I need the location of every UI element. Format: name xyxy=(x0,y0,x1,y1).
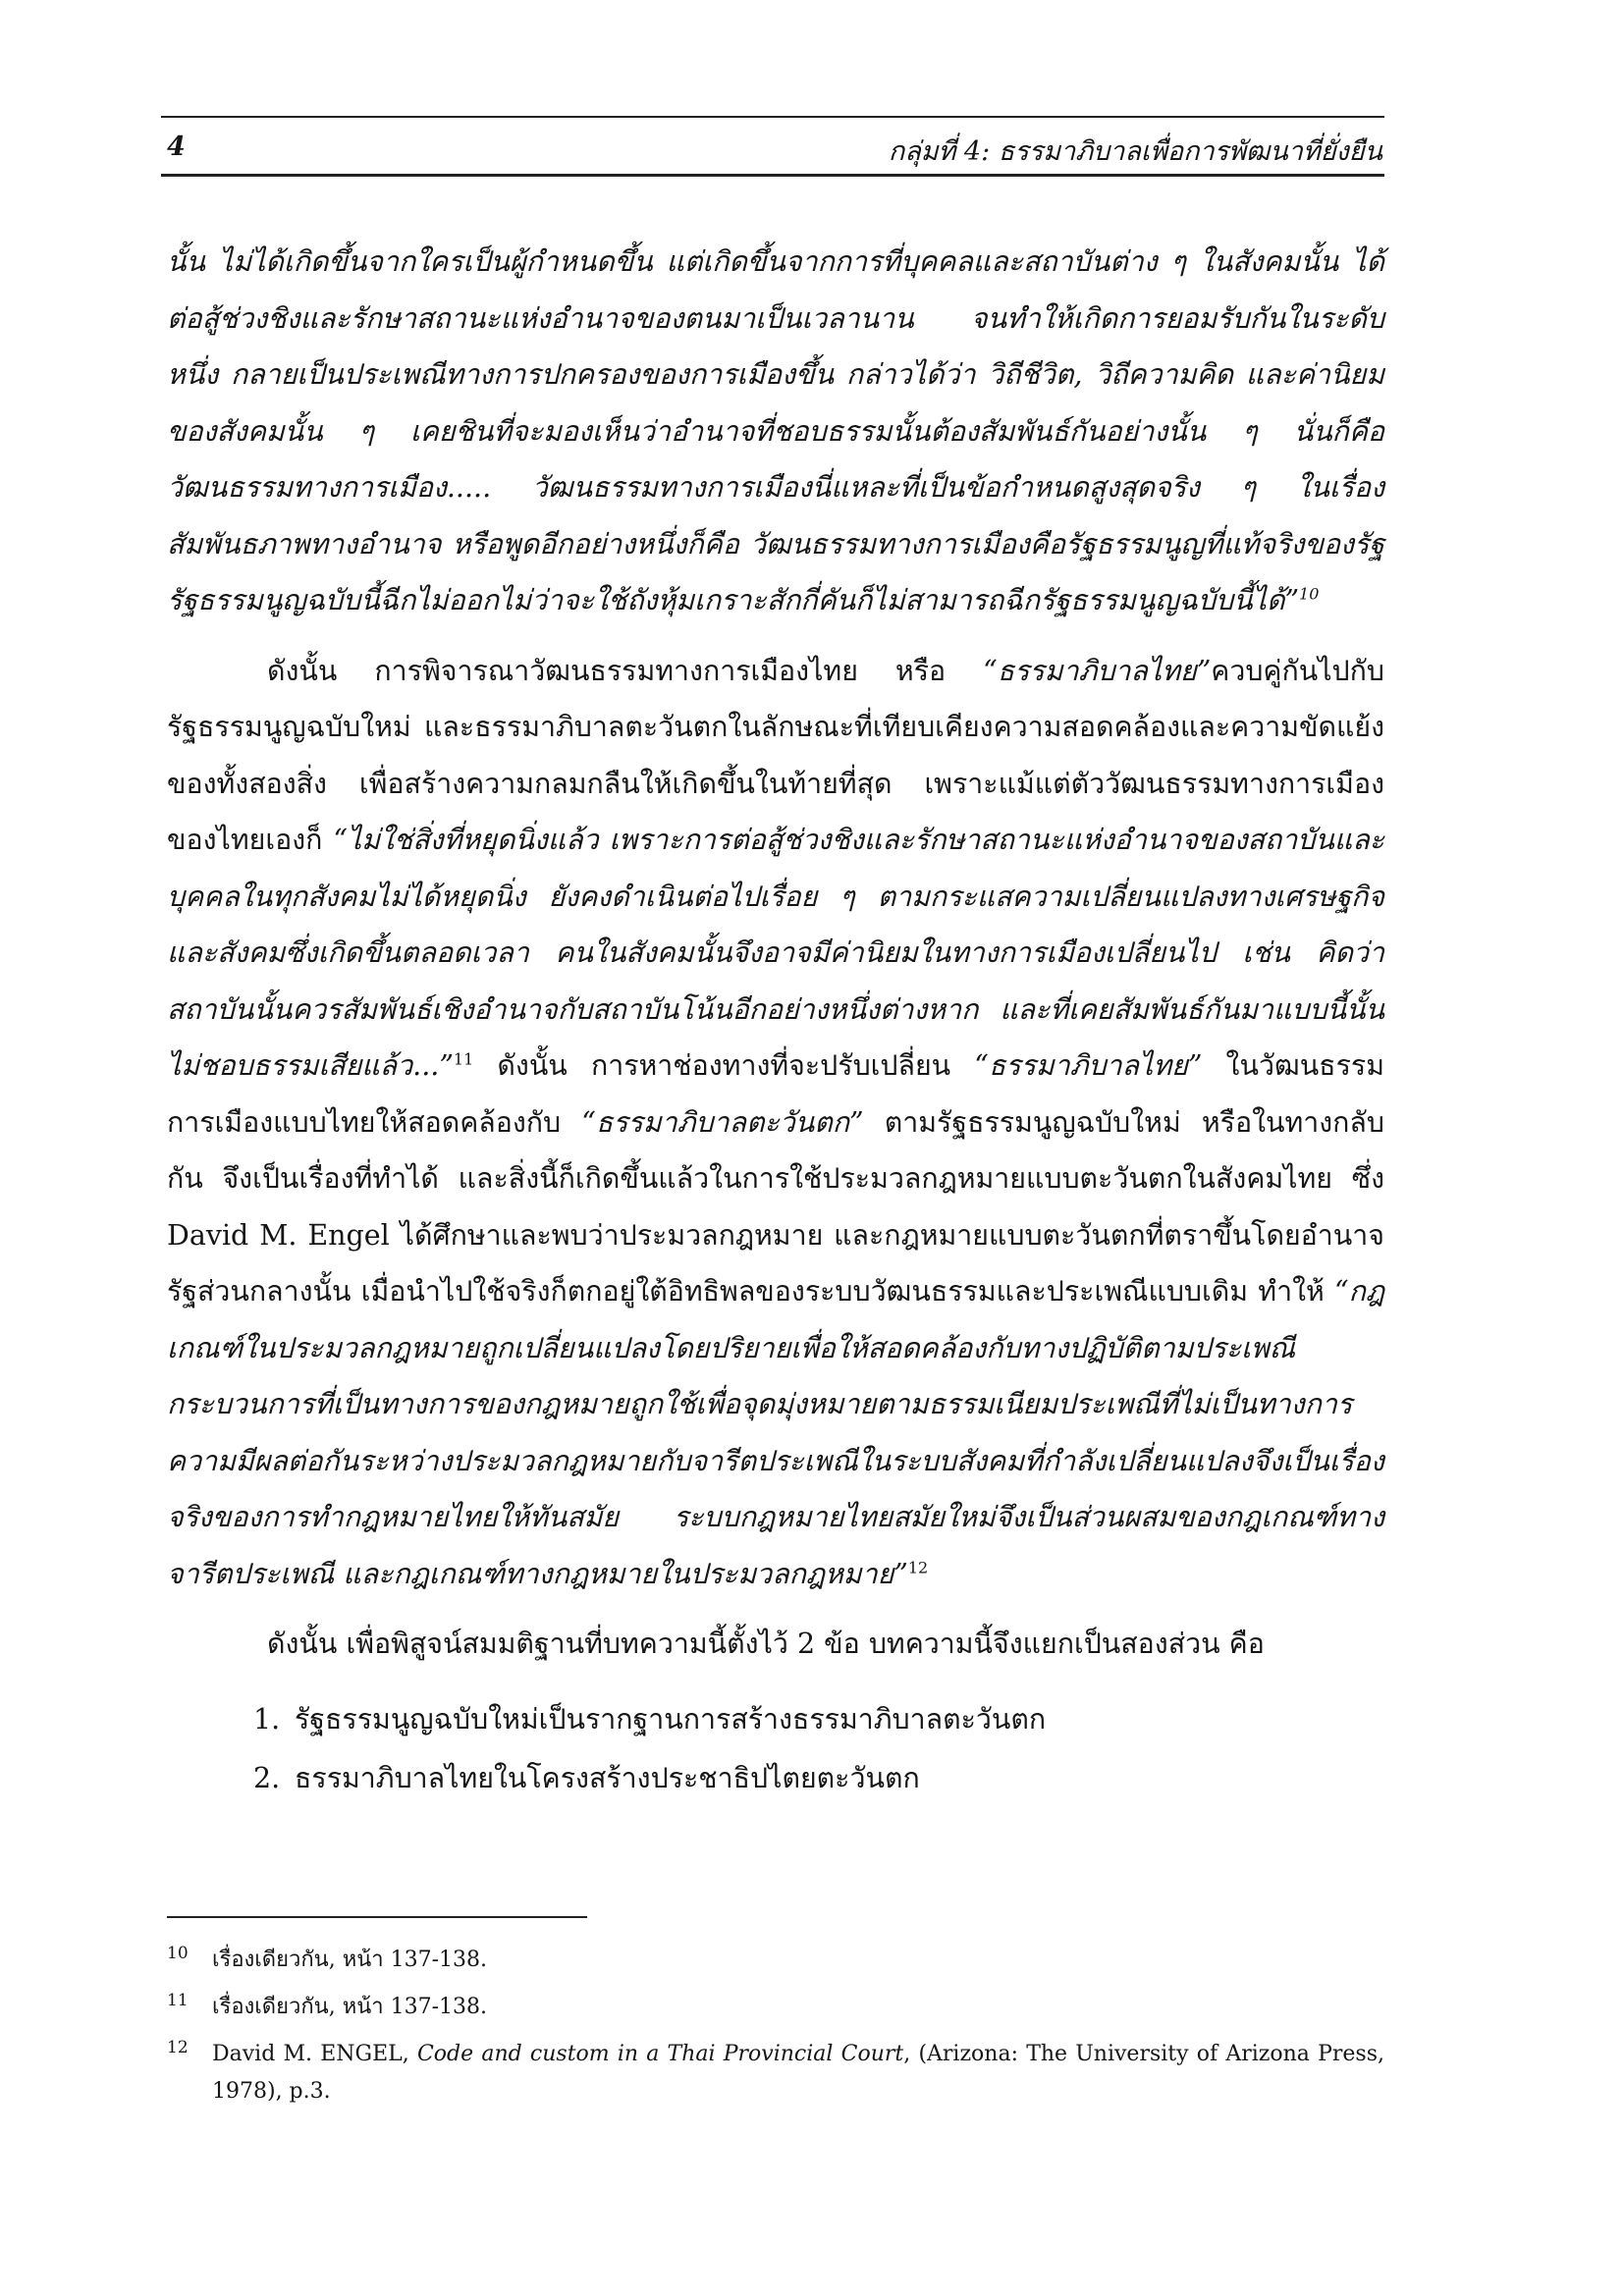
list-item xyxy=(253,1690,1384,1749)
list-text: รัฐธรรมนูญฉบับใหม่เป็นรากฐานการสร้างธรรมาภิบาลตะวันตก xyxy=(295,1702,1047,1735)
text-run: ดังนั้น การพิจารณาวัฒนธรรมทางการเมืองไทย หรือ xyxy=(267,654,984,687)
footnote-11 xyxy=(167,1989,1384,2026)
citation-title: Code and custom in a Thai Provincial Court xyxy=(416,2042,904,2066)
quote-run: “ธรรมาภิบาลตะวันตก” xyxy=(581,1105,864,1139)
citation-publisher: , (Arizona: The University of Arizona Press, 1978), p.3. xyxy=(212,2042,1385,2104)
body-text xyxy=(167,234,1384,1808)
list-text: ธรรมาภิบาลไทยในโครงสร้างประชาธิปไตยตะวันตก xyxy=(295,1761,920,1794)
footnote-mark: 10 xyxy=(167,1944,189,1963)
footnote-text: เรื่องเดียวกัน, หน้า 137-138. xyxy=(212,1995,487,2019)
text-run: ดังนั้น การหาช่องทางที่จะปรับเปลี่ยน xyxy=(473,1049,975,1082)
quote-run: “ธรรมาภิบาลไทย” xyxy=(974,1049,1203,1082)
footnote-text xyxy=(212,2036,1384,2110)
quote-run: “กฎเกณฑ์ในประมวลกฎหมายถูกเปลี่ยนแปลงโดยปริยายเพื่อให้สอดคล้องกับทางปฏิบัติตามประเพณี กระบวนการที่เป็นทางการของกฎหมายถูกใช้เพื่อจุดมุ่งหมายตามธรรมเนียมประเพณีที่ไม่เป็นทางการ ความมีผลต่อกันระหว่างประมวลกฎหมายกับจารีตประเพณีในระบบสังคมที่กำลังเปลี่ยนแปลงจึงเป็นเรื่องจริงของการทำกฎหมายไทยให้ทันสมัย ระบบกฎหมายไทยสมัยใหม่จึงเป็นส่วนผสมของกฎเกณฑ์ทางจารีตประเพณี และกฎเกณฑ์ทางกฎหมายในประมวลกฎหมาย” xyxy=(167,1275,1384,1590)
footnote-10 xyxy=(167,1942,1384,1979)
running-head: กลุ่มที่ 4: ธรรมาภิบาลเพื่อการพัฒนาที่ยั่งยืน xyxy=(888,136,1382,167)
footnote-12 xyxy=(167,2036,1384,2110)
citation-author: David M. ENGEL, xyxy=(212,2042,417,2066)
text-run: ควบคู่กันไปกับรัฐธรรมนูญฉบับใหม่ และธรรมาภิบาลตะวันตกในลักษณะที่เทียบเคียงความสอดคล้องและความขัดแย้งของทั้งสองสิ่ง เพื่อสร้างความกลมกลืนให้เกิดขึ้นในท้ายที่สุด เพราะแม้แต่ตัววัฒนธรรมทางการเมืองของไทยเองก็ xyxy=(167,654,1384,856)
section-list xyxy=(167,1690,1384,1808)
quote-run: “ไม่ใช่สิ่งที่หยุดนิ่งแล้ว เพราะการต่อสู้ช่วงชิงและรักษาสถานะแห่งอำนาจของสถาบันและบุคคลในทุกสังคมไม่ได้หยุดนิ่ง ยังคงดำเนินต่อไปเรื่อย ๆ ตามกระแสความเปลี่ยนแปลงทางเศรษฐกิจและสังคมซึ่งเกิดขึ้นตลอดเวลา คนในสังคมนั้นจึงอาจมีค่านิยมในทางการเมืองเปลี่ยนไป เช่น คิดว่าสถาบันนั้นควรสัมพันธ์เชิงอำนาจกับสถาบันโน้นอีกอย่างหนึ่งต่างหาก และที่เคยสัมพันธ์กันมาแบบนี้นั้นไม่ชอบธรรมเสียแล้ว...” xyxy=(167,824,1384,1082)
footnote-rule xyxy=(167,1916,587,1918)
list-number: 1. xyxy=(253,1702,281,1735)
footnotes xyxy=(167,1942,1384,2120)
footnote-text: เรื่องเดียวกัน, หน้า 137-138. xyxy=(212,1948,487,1972)
list-number: 2. xyxy=(253,1761,281,1794)
text-run: ในวัฒนธรรมการเมืองแบบไทยให้สอดคล้องกับ xyxy=(167,1049,1384,1139)
quote-text: นั้น ไม่ได้เกิดขึ้นจากใครเป็นผู้กำหนดขึ้น แต่เกิดขึ้นจากการที่บุคคลและสถาบันต่าง ๆ ในสังคมนั้น ได้ต่อสู้ช่วงชิงและรักษาสถานะแห่งอำนาจของตนมาเป็นเวลานาน จนทำให้เกิดการยอมรับกันในระดับหนึ่ง กลายเป็นประเพณีทางการปกครองของการเมืองขึ้น กล่าวได้ว่า วิถีชีวิต, วิถีความคิด และค่านิยมของสังคมนั้น ๆ เคยชินที่จะมองเห็นว่าอำนาจที่ชอบธรรมนั้นต้องสัมพันธ์กันอย่างนั้น ๆ นั่นก็คือ วัฒนธรรมทางการเมือง..... วัฒนธรรมทางการเมืองนี่แหละที่เป็นข้อกำหนดสูงสุดจริง ๆ ในเรื่องสัมพันธภาพทางอำนาจ หรือพูดอีกอย่างหนึ่งก็คือ วัฒนธรรมทางการเมืองคือรัฐธรรมนูญที่แท้จริงของรัฐ รัฐธรรมนูญฉบับนี้ฉีกไม่ออกไม่ว่าจะใช้ถังหุ้มเกราะสักกี่คันก็ไม่สามารถฉีกรัฐธรรมนูญฉบับนี้ได้” xyxy=(167,245,1384,616)
text-run: ตามรัฐธรรมนูญฉบับใหม่ หรือในทางกลับกัน จึงเป็นเรื่องที่ทำได้ และสิ่งนี้ก็เกิดขึ้นแล้วในการใช้ประมวลกฎหมายแบบตะวันตกในสังคมไทย ซึ่ง David M. Engel ได้ศึกษาและพบว่าประมวลกฎหมาย และกฎหมายแบบตะวันตกที่ตราขึ้นโดยอำนาจรัฐส่วนกลางนั้น เมื่อนำไปใช้จริงก็ตกอยู่ใต้อิทธิพลของระบบวัฒนธรรมและประเพณีแบบเดิม ทำให้ xyxy=(167,1105,1384,1308)
footnote-mark: 12 xyxy=(167,2038,189,2057)
paragraph-3: ดังนั้น เพื่อพิสูจน์สมมติฐานที่บทความนี้ตั้งไว้ 2 ข้อ บทความนี้จึงแยกเป็นสองส่วน คือ xyxy=(267,1628,1265,1660)
paragraph-quote-continuation xyxy=(167,234,1384,629)
footnote-mark: 11 xyxy=(167,1991,189,2010)
footnote-ref-10: 10 xyxy=(1299,584,1320,604)
quote-run: “ธรรมาภิบาลไทย” xyxy=(983,654,1212,687)
header-rule-top xyxy=(161,116,1384,118)
header-rule-bottom xyxy=(161,174,1384,177)
page-number: 4 xyxy=(167,132,186,162)
footnote-ref-11: 11 xyxy=(453,1049,474,1069)
footnote-ref-12: 12 xyxy=(907,1558,929,1576)
list-item xyxy=(253,1749,1384,1808)
paragraph-2 xyxy=(167,643,1384,1603)
